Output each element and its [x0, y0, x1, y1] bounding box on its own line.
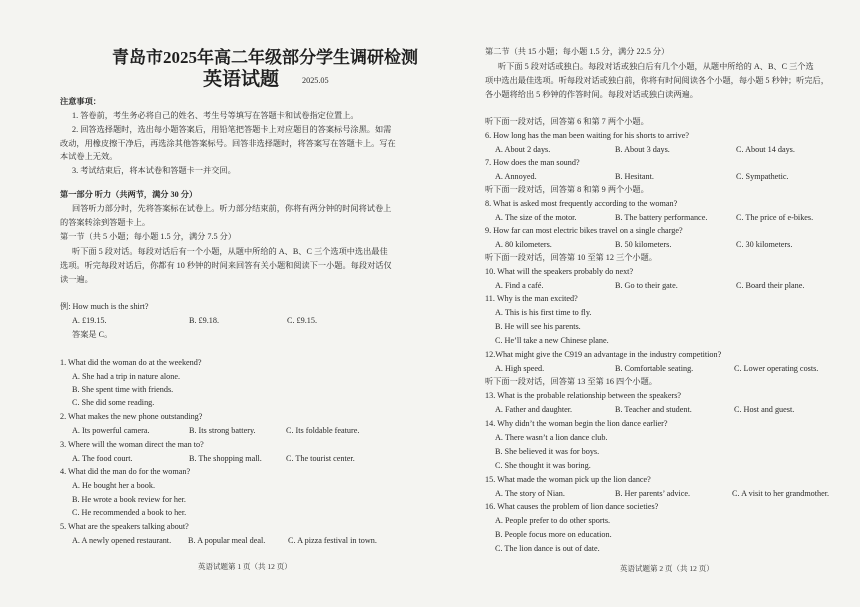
question-12-option-a: A. High speed.: [495, 364, 545, 373]
part1-desc: 回答听力部分时，先将答案标在试卷上。听力部分结束前，你将有两分钟的时间将试卷上: [72, 204, 392, 213]
section1-desc: 读一遍。: [60, 275, 93, 284]
question-6-option-b: B. About 3 days.: [615, 145, 670, 154]
question-10-option-c: C. Board their plane.: [736, 281, 805, 290]
question-12: 12.What might give the C919 an advantage in the industry competition?: [485, 350, 722, 359]
question-15-option-a: A. The story of Nian.: [495, 489, 565, 498]
instruction-13-16: 听下面一段对话，回答第 13 至第 16 四个小题。: [485, 377, 657, 386]
question-3: 3. Where will the woman direct the man to?: [60, 440, 204, 449]
page-1: [20, 0, 430, 607]
question-16-option-b: B. People focus more on education.: [495, 530, 612, 539]
section1-desc: 听下面 5 段对话。每段对话后有一个小题，从题中所给的 A、B、C 三个选项中选出最佳: [72, 247, 388, 256]
question-10: 10. What will the speakers probably do next?: [485, 267, 634, 276]
question-9: 9. How far can most electric bikes travel on a single charge?: [485, 226, 683, 235]
question-5-option-a: A. A newly opened restaurant.: [72, 536, 172, 545]
question-14-option-a: A. There wasn’t a lion dance club.: [495, 433, 608, 442]
question-2-option-c: C. Its foldable feature.: [286, 426, 360, 435]
question-4-option-b: B. He wrote a book review for her.: [72, 495, 186, 504]
question-7-option-b: B. Hesitant.: [615, 172, 654, 181]
question-6-option-c: C. About 14 days.: [736, 145, 795, 154]
example-option-a: A. £19.15.: [72, 316, 107, 325]
note-2-cont: 改动，用橡皮擦干净后，再选涂其他答案标号。回答非选择题时，将答案写在答题卡上。写在: [60, 139, 396, 148]
question-7-option-c: C. Sympathetic.: [736, 172, 789, 181]
exam-subtitle: 英语试题: [203, 69, 280, 90]
question-13-option-a: A. Father and daughter.: [495, 405, 573, 414]
section2-desc: 各小题将给出 5 秒钟的作答时间。每段对话或独白读两遍。: [485, 90, 698, 99]
instruction-6-7: 听下面一段对话，回答第 6 和第 7 两个小题。: [485, 117, 649, 126]
question-9-option-a: A. 80 kilometers.: [495, 240, 552, 249]
question-15-option-c: C. A visit to her grandmother.: [732, 489, 830, 498]
note-2-cont: 本试卷上无效。: [60, 152, 118, 161]
question-1-option-b: B. She spent time with friends.: [72, 385, 174, 394]
question-13-option-c: C. Host and guest.: [734, 405, 795, 414]
question-12-option-c: C. Lower operating costs.: [734, 364, 819, 373]
question-15: 15. What made the woman pick up the lion dance?: [485, 475, 651, 484]
example-option-c: C. £9.15.: [287, 316, 318, 325]
question-3-option-b: B. The shopping mall.: [189, 454, 262, 463]
example-question: 例: How much is the shirt?: [60, 302, 149, 311]
note-3: 3. 考试结束后，将本试卷和答题卡一并交回。: [72, 166, 236, 175]
question-11-option-c: C. He’ll take a new Chinese plane.: [495, 336, 609, 345]
question-8-option-b: B. The battery performance.: [615, 213, 708, 222]
question-2: 2. What makes the new phone outstanding?: [60, 412, 203, 421]
question-6-option-a: A. About 2 days.: [495, 145, 551, 154]
question-7: 7. How does the man sound?: [485, 158, 580, 167]
part1-desc: 的答案转涂到答题卡上。: [60, 218, 151, 227]
question-13-option-b: B. Teacher and student.: [615, 405, 692, 414]
section1-heading: 第一节（共 5 小题；每小题 1.5 分，满分 7.5 分）: [60, 232, 237, 241]
question-8-option-c: C. The price of e-bikes.: [736, 213, 814, 222]
question-15-option-b: B. Her parents’ advice.: [615, 489, 691, 498]
question-8-option-a: A. The size of the motor.: [495, 213, 577, 222]
question-5-option-b: B. A popular meal deal.: [188, 536, 266, 545]
note-2: 2. 回答选择题时，选出每小题答案后，用铅笔把答题卡上对应题目的答案标号涂黑。如需: [72, 125, 392, 134]
example-option-b: B. £9.18.: [189, 316, 220, 325]
part1-heading: 第一部分 听力（共两节，满分 30 分）: [60, 190, 198, 199]
question-5: 5. What are the speakers talking about?: [60, 522, 189, 531]
question-9-option-b: B. 50 kilometers.: [615, 240, 672, 249]
question-6: 6. How long has the man been waiting for his shorts to arrive?: [485, 131, 689, 140]
section2-heading: 第二节（共 15 小题；每小题 1.5 分，满分 22.5 分）: [485, 47, 670, 56]
question-3-option-a: A. The food court.: [72, 454, 133, 463]
question-3-option-c: C. The tourist center.: [286, 454, 355, 463]
question-13: 13. What is the probable relationship between the speakers?: [485, 391, 682, 400]
question-16-option-a: A. People prefer to do other sports.: [495, 516, 611, 525]
question-16: 16. What causes the problem of lion dance societies?: [485, 502, 659, 511]
question-4-option-a: A. He bought her a book.: [72, 481, 155, 490]
note-1: 1. 答卷前，考生务必将自己的姓名、考生号等填写在答题卡和试卷指定位置上。: [72, 111, 359, 120]
example-answer: 答案是 C。: [72, 330, 113, 339]
instruction-10-12: 听下面一段对话，回答第 10 至第 12 三个小题。: [485, 253, 657, 262]
page-2: [450, 0, 860, 607]
question-4-option-c: C. He recommended a book to her.: [72, 508, 187, 517]
question-2-option-a: A. Its powerful camera.: [72, 426, 150, 435]
question-7-option-a: A. Annoyed.: [495, 172, 537, 181]
notes-heading: 注意事项：: [60, 97, 101, 106]
instruction-8-9: 听下面一段对话，回答第 8 和第 9 两个小题。: [485, 185, 649, 194]
page-footer: 英语试题第 1 页（共 12 页）: [198, 562, 292, 571]
page-footer: 英语试题第 2 页（共 12 页）: [620, 564, 714, 573]
question-8: 8. What is asked most frequently according to the woman?: [485, 199, 678, 208]
question-16-option-c: C. The lion dance is out of date.: [495, 544, 600, 553]
section1-desc: 选项。听完每段对话后，你都有 10 秒钟的时间来回答有关小题和阅读下一小题。每段对话仅: [60, 261, 392, 270]
question-14: 14. Why didn’t the woman begin the lion dance earlier?: [485, 419, 668, 428]
question-14-option-b: B. She believed it was for boys.: [495, 447, 600, 456]
question-2-option-b: B. Its strong battery.: [189, 426, 256, 435]
section2-desc: 项中选出最佳选项。听每段对话或独白前，你将有时间阅读各个小题，每小题 5 秒钟；听完后，: [485, 76, 829, 85]
question-1: 1. What did the woman do at the weekend?: [60, 358, 202, 367]
question-12-option-b: B. Comfortable seating.: [615, 364, 694, 373]
question-11-option-a: A. This is his first time to fly.: [495, 308, 592, 317]
question-10-option-b: B. Go to their gate.: [615, 281, 678, 290]
question-1-option-a: A. She had a trip in nature alone.: [72, 372, 180, 381]
question-5-option-c: C. A pizza festival in town.: [288, 536, 377, 545]
exam-title: 青岛市2025年高二年级部分学生调研检测: [112, 48, 418, 67]
section2-desc: 听下面 5 段对话或独白。每段对话或独白后有几个小题，从题中所给的 A、B、C 三个选: [498, 62, 814, 71]
question-10-option-a: A. Find a café.: [495, 281, 544, 290]
question-14-option-c: C. She thought it was boring.: [495, 461, 591, 470]
exam-date: 2025.05: [302, 76, 329, 85]
question-11: 11. Why is the man excited?: [485, 294, 578, 303]
question-1-option-c: C. She did some reading.: [72, 398, 155, 407]
question-11-option-b: B. He will see his parents.: [495, 322, 581, 331]
question-9-option-c: C. 30 kilometers.: [736, 240, 793, 249]
question-4: 4. What did the man do for the woman?: [60, 467, 191, 476]
